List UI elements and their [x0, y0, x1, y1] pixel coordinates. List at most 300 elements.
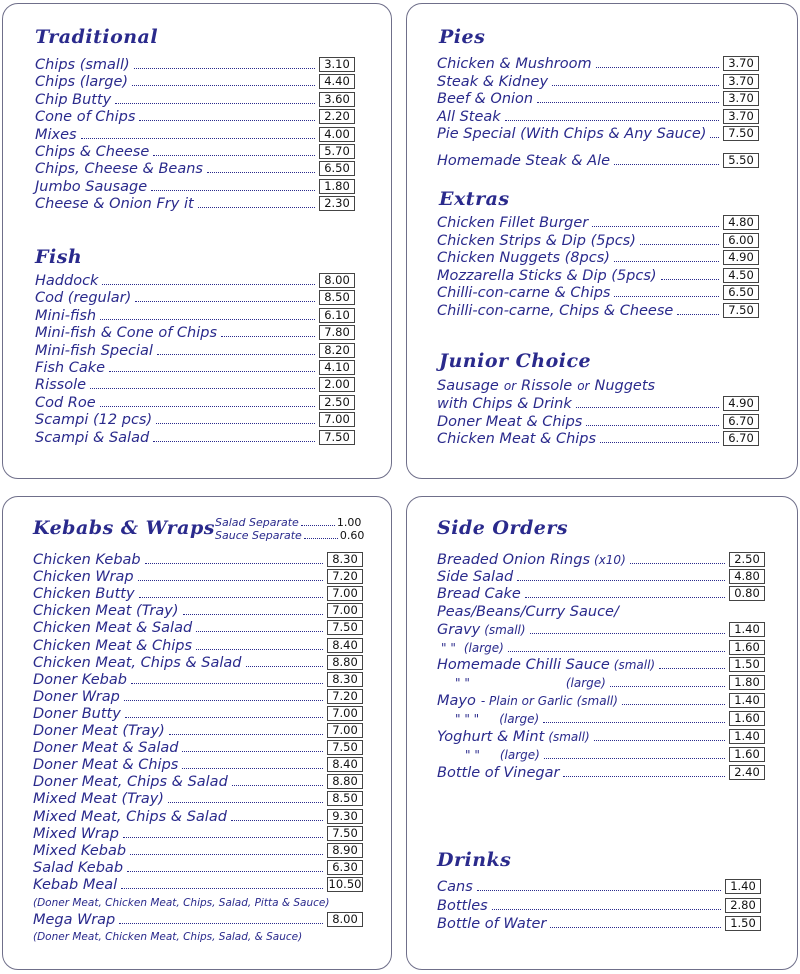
menu-item-size: (large): [499, 748, 540, 762]
menu-item-name: Beef & Onion: [437, 91, 534, 107]
menu-item-price: 9.30: [327, 809, 363, 824]
menu-item: [437, 152, 759, 169]
ditto-marks: " ": [455, 676, 470, 690]
menu-item: [33, 585, 363, 602]
side-orders-heading: Side Orders: [437, 517, 569, 539]
menu-item: [33, 790, 363, 807]
salad-separate-label: Salad Separate: [215, 516, 299, 529]
menu-item-name: Mixed Wrap: [33, 825, 119, 842]
menu-item-desc: - Plain or Garlic: [480, 694, 573, 708]
leader-dots: [492, 909, 721, 910]
menu-item-name: Chicken Meat, Chips & Salad: [33, 654, 242, 671]
menu-item-name: Chips, Cheese & Beans: [35, 161, 203, 178]
menu-item-size: (small): [576, 694, 618, 708]
leader-dots: [168, 802, 323, 803]
menu-item: [33, 722, 363, 739]
menu-item-size: (large): [565, 676, 606, 690]
menu-item-name: Chicken Meat & Chips: [33, 637, 193, 654]
leader-dots: [596, 67, 719, 68]
menu-item-name: Mayo: [437, 693, 476, 709]
menu-item-size: (small): [484, 623, 526, 637]
menu-item-price: 8.00: [319, 273, 355, 288]
menu-item-name: Chicken Strips & Dip (5pcs): [437, 232, 636, 249]
leader-dots: [600, 442, 719, 443]
menu-item-price: 4.80: [729, 569, 765, 584]
leader-dots: [543, 722, 725, 723]
menu-item-price: 4.00: [319, 127, 355, 142]
leader-dots: [710, 137, 719, 138]
menu-item-name: Doner Meat & Chips: [437, 413, 583, 430]
menu-item-price: 0.80: [729, 586, 765, 601]
menu-item: [33, 842, 363, 859]
menu-item: [35, 73, 355, 90]
leader-dots: [544, 758, 725, 759]
menu-item-price: 8.30: [327, 672, 363, 687]
menu-item: [33, 654, 363, 671]
leader-dots: [614, 164, 719, 165]
junior-or-1: or: [503, 379, 517, 393]
menu-item-name: Chicken Kebab: [33, 552, 141, 568]
menu-item-name: Chicken Meat & Chips: [437, 431, 597, 447]
leader-dots: [196, 649, 323, 650]
menu-item: [33, 619, 363, 636]
menu-item-price: 1.80: [319, 179, 355, 194]
menu-item-price: 7.00: [327, 603, 363, 618]
menu-item-price: 7.00: [327, 706, 363, 721]
leader-dots: [563, 776, 725, 777]
menu-item: [33, 876, 363, 893]
menu-item: [437, 728, 765, 745]
menu-item-name: Salad Kebab: [33, 859, 124, 876]
menu-item-name: with Chips & Drink: [437, 396, 572, 412]
traditional-fish-panel: [2, 3, 392, 479]
junior-option-nuggets: Nuggets: [594, 378, 656, 394]
leader-dots: [125, 717, 323, 718]
menu-item: [33, 602, 363, 619]
menu-item-name: Chicken Nuggets (8pcs): [437, 250, 610, 266]
menu-item-name: Breaded Onion Rings: [437, 552, 591, 568]
menu-item-name: Chip Butty: [35, 91, 112, 108]
menu-item-price: 8.40: [327, 638, 363, 653]
leader-dots: [594, 740, 725, 741]
menu-item-price: 1.40: [729, 693, 765, 708]
menu-item: [35, 143, 355, 160]
menu-item-name: Homemade Steak & Ale: [437, 153, 611, 169]
leader-dots: [630, 563, 725, 564]
menu-item-name: Pie Special (With Chips & Any Sauce): [437, 126, 707, 142]
leader-dots: [135, 301, 315, 302]
leader-dots: [508, 651, 725, 652]
leader-dots: [661, 279, 719, 280]
menu-item-price: 7.20: [327, 569, 363, 584]
leader-dots: [576, 407, 719, 408]
menu-item-price: 8.30: [327, 552, 363, 567]
leader-dots: [109, 371, 315, 372]
leader-dots: [132, 85, 315, 86]
menu-item: [437, 430, 759, 447]
leader-dots: [115, 103, 315, 104]
junior-options-line: [437, 377, 655, 394]
junior-option-rissole: Rissole: [521, 378, 573, 394]
menu-item-price: 2.50: [319, 395, 355, 410]
menu-item-name: Doner Kebab: [33, 671, 127, 688]
leader-dots: [182, 768, 323, 769]
leader-dots: [157, 354, 315, 355]
menu-item: [35, 394, 355, 411]
menu-item-price: 4.90: [723, 396, 759, 411]
menu-item: [35, 195, 355, 212]
leader-dots: [169, 734, 323, 735]
menu-item-price: 8.80: [327, 774, 363, 789]
mega-wrap-note: (Doner Meat, Chicken Meat, Chips, Salad, & Sauce): [33, 931, 303, 943]
menu-item-price: 10.50: [328, 876, 362, 891]
ditto-marks: " ": [441, 641, 456, 655]
menu-item-price: 6.10: [319, 308, 355, 323]
menu-item-price: 4.10: [319, 360, 355, 375]
menu-item: [35, 324, 355, 341]
leader-dots: [124, 700, 323, 701]
menu-item-name: Doner Meat & Chips: [33, 757, 179, 774]
menu-item-name: Chicken Wrap: [33, 569, 134, 586]
pies-extras-panel: [406, 3, 798, 479]
menu-item-name: Doner Meat (Tray): [33, 723, 165, 739]
fish-heading: Fish: [35, 246, 83, 268]
menu-item: [437, 764, 765, 781]
menu-item: [437, 413, 759, 430]
menu-item-price: 7.50: [723, 303, 759, 318]
menu-item-name: Jumbo Sausage: [35, 178, 148, 195]
leader-dots: [552, 85, 719, 86]
kebabs-wraps-panel: [2, 496, 392, 970]
menu-item: [437, 90, 759, 107]
menu-item: [437, 585, 765, 602]
menu-item: [437, 55, 759, 72]
menu-item: [35, 91, 355, 108]
menu-item-price: 6.30: [327, 860, 363, 875]
menu-item-price: 1.50: [729, 657, 765, 672]
menu-item-price: 3.70: [723, 109, 759, 124]
leader-dots: [90, 388, 315, 389]
menu-item-size: (large): [463, 641, 504, 655]
sauce-separate-line: [215, 529, 364, 542]
traditional-heading: Traditional: [35, 26, 159, 48]
leader-dots: [121, 888, 323, 889]
menu-item-qty: (x10): [594, 553, 626, 567]
menu-item-price: 7.50: [319, 430, 355, 445]
menu-item-price: 8.80: [327, 655, 363, 670]
leader-dots: [156, 423, 315, 424]
leader-dots: [477, 890, 721, 891]
menu-item: [35, 108, 355, 125]
menu-item: [33, 705, 363, 722]
menu-item-price: 2.80: [725, 898, 761, 913]
menu-item-name: Chicken Meat & Salad: [33, 620, 193, 637]
menu-item-price: 5.70: [319, 144, 355, 159]
menu-item-name: Cone of Chips: [35, 109, 136, 126]
menu-item-price: 1.40: [725, 879, 761, 894]
menu-item-price: 7.50: [327, 620, 363, 635]
salad-separate-price: 1.00: [336, 516, 362, 529]
leader-dots: [614, 261, 719, 262]
leader-dots: [525, 597, 725, 598]
menu-item: [437, 568, 765, 585]
leader-dots: [139, 120, 315, 121]
menu-item-name: Chips (large): [35, 74, 129, 91]
ditto-marks: " " ": [455, 712, 480, 726]
pies-heading: Pies: [439, 26, 486, 48]
menu-item-price: 3.70: [723, 91, 759, 106]
menu-item: [33, 756, 363, 773]
leader-dots: [100, 319, 315, 320]
menu-item-name: Doner Wrap: [33, 688, 120, 705]
menu-item-name: Scampi (12 pcs): [35, 412, 153, 429]
menu-item: [35, 178, 355, 195]
junior-option-sausage: Sausage: [437, 378, 499, 394]
leader-dots: [119, 923, 323, 924]
menu-item: [35, 160, 355, 177]
menu-item-size: (small): [613, 658, 656, 672]
salad-separate-line: [215, 516, 361, 529]
menu-item-name: Bottle of Vinegar: [437, 765, 560, 781]
menu-item-name: Cheese & Onion Fry it: [35, 196, 194, 213]
menu-item: [33, 773, 363, 790]
menu-item-price: 1.40: [729, 622, 765, 637]
menu-item: [33, 637, 363, 654]
leader-dots: [659, 668, 725, 669]
menu-item: [437, 108, 759, 125]
leader-dots: [610, 686, 725, 687]
leader-dots: [153, 441, 315, 442]
menu-item-name: Chips (small): [35, 57, 130, 73]
sauce-separate-price: 0.60: [339, 529, 365, 542]
menu-item: [35, 376, 355, 393]
menu-item-price: 3.70: [723, 74, 759, 89]
menu-item: [35, 411, 355, 428]
menu-item: [437, 551, 765, 568]
menu-item-price: 4.40: [319, 74, 355, 89]
menu-item-price: 6.50: [723, 285, 759, 300]
menu-item: [437, 897, 761, 914]
menu-item-price: 4.80: [723, 215, 759, 230]
menu-item-name: Cod (regular): [35, 290, 132, 307]
menu-item-price: 1.40: [729, 729, 765, 744]
menu-item-price: 8.20: [319, 343, 355, 358]
menu-item-name: Doner Meat & Salad: [33, 740, 179, 757]
menu-item-name: Mega Wrap: [33, 912, 116, 928]
menu-item: [33, 739, 363, 756]
menu-item: [437, 878, 761, 895]
menu-item-name: Mini-fish Special: [35, 342, 153, 359]
menu-item: [33, 551, 363, 568]
leader-dots: [198, 207, 315, 208]
menu-item-name: Mini-fish: [35, 307, 97, 324]
leader-dots: [130, 854, 323, 855]
menu-item-price: 1.80: [729, 675, 765, 690]
menu-item: [33, 808, 363, 825]
menu-item-price: 7.50: [327, 740, 363, 755]
menu-item: [437, 746, 765, 763]
junior-heading: Junior Choice: [439, 350, 592, 372]
menu-item-price: 7.00: [319, 412, 355, 427]
leader-dots: [530, 633, 725, 634]
leader-dots: [151, 190, 315, 191]
menu-item-name: Doner Butty: [33, 705, 121, 722]
leader-dots: [139, 597, 323, 598]
menu-item-name: Gravy: [437, 622, 481, 638]
menu-item-name: Mini-fish & Cone of Chips: [35, 325, 218, 342]
menu-item: [33, 568, 363, 585]
junior-or-2: or: [577, 379, 590, 393]
menu-item-name: Chilli-con-carne & Chips: [437, 285, 611, 301]
menu-item-price: 3.60: [319, 92, 355, 107]
leader-dots: [221, 336, 315, 337]
menu-item: [437, 639, 765, 656]
menu-item-price: 5.50: [723, 153, 759, 168]
leader-dots: [517, 580, 725, 581]
leader-dots: [153, 155, 315, 156]
menu-item-name: Chips & Cheese: [35, 144, 150, 160]
menu-item-name: Mixed Meat, Chips & Salad: [33, 808, 227, 825]
menu-item: [33, 688, 363, 705]
leader-dots: [246, 666, 324, 667]
leader-dots: [134, 68, 315, 69]
menu-item-name: Side Salad: [437, 569, 514, 585]
menu-item: [437, 73, 759, 90]
menu-item-price: 6.70: [723, 414, 759, 429]
menu-item-price: 1.60: [729, 711, 765, 726]
leader-dots: [102, 284, 315, 285]
peas-beans-header: [437, 603, 619, 620]
menu-item-price: 4.50: [723, 268, 759, 283]
leader-dots: [81, 138, 315, 139]
menu-item-name: Scampi & Salad: [35, 429, 150, 446]
menu-item: [437, 674, 765, 691]
leader-dots: [550, 927, 721, 928]
menu-item: [437, 302, 759, 319]
leader-dots: [207, 172, 315, 173]
menu-item: [437, 284, 759, 301]
menu-item-price: 7.20: [327, 689, 363, 704]
menu-item-price: 2.30: [319, 196, 355, 211]
menu-item-name: Homemade Chilli Sauce: [437, 657, 610, 673]
menu-item: [35, 342, 355, 359]
menu-item: [437, 232, 759, 249]
menu-item: [35, 359, 355, 376]
side-orders-drinks-panel: [406, 496, 798, 970]
menu-item-name: Chicken Butty: [33, 586, 135, 603]
menu-item-name: Bread Cake: [437, 586, 521, 602]
leader-dots: [182, 751, 323, 752]
leader-dots: [232, 785, 323, 786]
menu-item: [35, 272, 355, 289]
menu-item-name: Steak & Kidney: [437, 73, 549, 90]
leader-dots: [640, 244, 719, 245]
menu-item: [33, 825, 363, 842]
ditto-marks: " ": [465, 748, 480, 762]
leader-dots: [537, 102, 719, 103]
menu-item: [437, 249, 759, 266]
leader-dots: [145, 563, 323, 564]
menu-item-price: 8.40: [327, 757, 363, 772]
menu-item-price: 2.40: [729, 765, 765, 780]
menu-item: [35, 289, 355, 306]
menu-item-name: Mixes: [35, 126, 77, 143]
menu-item-size: (small): [548, 730, 590, 744]
menu-item-name: Rissole: [35, 377, 87, 394]
leader-dots: [614, 296, 719, 297]
leader-dots: [196, 631, 323, 632]
menu-item: [437, 267, 759, 284]
menu-item-name: Mixed Meat (Tray): [33, 791, 164, 808]
leader-dots: [586, 425, 719, 426]
menu-item: [33, 911, 363, 928]
leader-dots: [131, 683, 323, 684]
menu-item-price: 4.90: [723, 250, 759, 265]
menu-item-size: (large): [499, 712, 540, 726]
menu-item: [35, 429, 355, 446]
leader-dots: [622, 704, 725, 705]
menu-item-price: 7.00: [327, 723, 363, 738]
menu-item-price: 8.00: [327, 912, 363, 927]
menu-item-name: Cans: [437, 879, 473, 895]
sauce-separate-label: Sauce Separate: [215, 529, 302, 542]
menu-item-price: 3.70: [723, 56, 759, 71]
menu-item: [437, 710, 765, 727]
menu-item: [437, 692, 765, 709]
menu-item-price: 6.50: [319, 161, 355, 176]
kebab-meal-note: (Doner Meat, Chicken Meat, Chips, Salad, Pitta & Sauce): [33, 897, 330, 909]
menu-item: [437, 395, 759, 412]
menu-item-price: 2.00: [319, 377, 355, 392]
menu-item: [35, 126, 355, 143]
menu-item-price: 2.50: [729, 552, 765, 567]
leader-dots: [677, 314, 719, 315]
menu-item: [33, 671, 363, 688]
leader-dots: [505, 120, 719, 121]
drinks-heading: Drinks: [437, 849, 512, 871]
menu-item-price: 1.60: [729, 640, 765, 655]
menu-item-price: 1.50: [725, 916, 761, 931]
leader-dots: [100, 406, 315, 407]
leader-dots: [127, 871, 323, 872]
leader-dots: [138, 580, 323, 581]
peas-beans-label: Peas/Beans/Curry Sauce/: [437, 604, 619, 620]
leader-dots: [592, 226, 719, 227]
menu-item-name: All Steak: [437, 108, 501, 125]
leader-dots: [183, 614, 323, 615]
menu-item: [437, 214, 759, 231]
leader-dots: [231, 820, 323, 821]
menu-item-price: 8.50: [319, 290, 355, 305]
menu-item-price: 7.50: [723, 126, 759, 141]
menu-item-name: Bottle of Water: [437, 916, 547, 932]
menu-item-name: Bottles: [437, 897, 488, 914]
menu-item: [35, 56, 355, 73]
menu-item-name: Doner Meat, Chips & Salad: [33, 774, 228, 791]
kebabs-heading: Kebabs & Wraps: [33, 517, 215, 539]
menu-item-price: 6.00: [723, 233, 759, 248]
menu-item: [437, 621, 765, 638]
menu-item: [437, 125, 759, 142]
menu-item-name: Chilli-con-carne, Chips & Cheese: [437, 302, 674, 319]
menu-item-name: Yoghurt & Mint: [437, 729, 545, 745]
menu-item-name: Chicken & Mushroom: [437, 56, 592, 72]
menu-item-price: 6.70: [723, 431, 759, 446]
menu-item-name: Cod Roe: [35, 394, 96, 411]
menu-item-name: Mozzarella Sticks & Dip (5pcs): [437, 267, 657, 284]
menu-item: [35, 307, 355, 324]
menu-item-price: 8.90: [327, 843, 363, 858]
